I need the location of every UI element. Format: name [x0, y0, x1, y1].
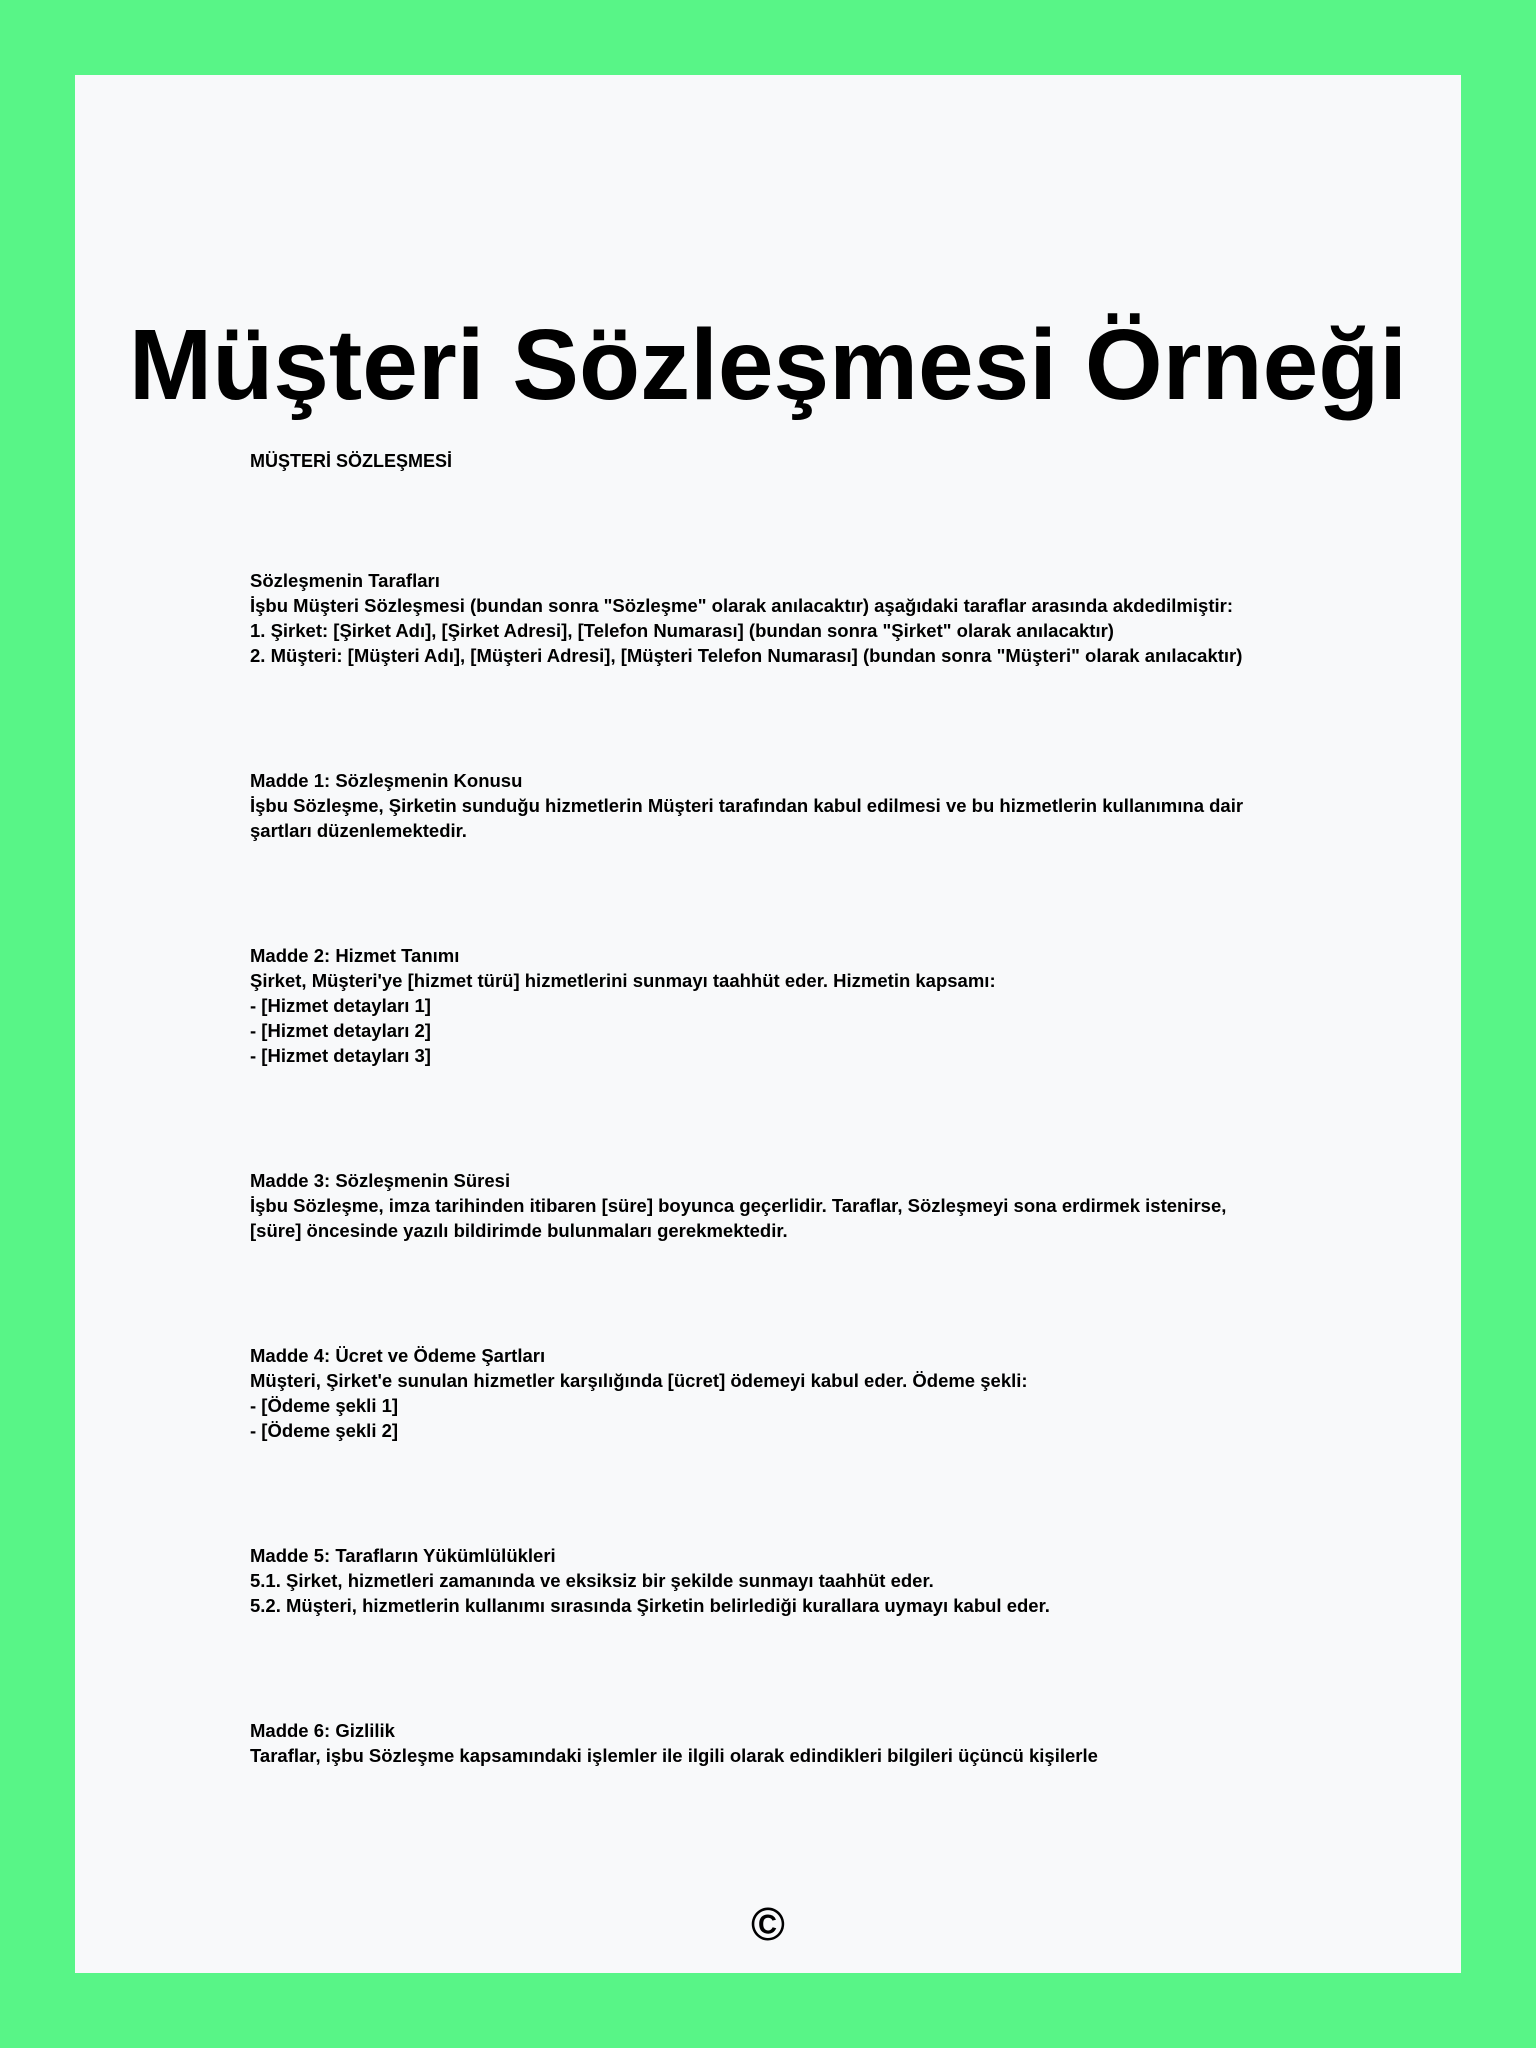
section-line: İşbu Sözleşme, imza tarihinden itibaren [süre] boyunca geçerlidir. Taraflar, Sözleşmeyi sona erdirmek istenirse, [süre] öncesinde yazılı bildirimde bulunmaları gerekmektedir.: [250, 1195, 1227, 1241]
document-body: [250, 449, 1250, 1768]
section-heading: Madde 5: Tarafların Yükümlülükleri: [250, 1545, 556, 1566]
list-item: - [Hizmet detayları 3]: [250, 1045, 431, 1066]
section-heading: Madde 2: Hizmet Tanımı: [250, 945, 460, 966]
section-line: 2. Müşteri: [Müşteri Adı], [Müşteri Adresi], [Müşteri Telefon Numarası] (bundan sonra "Müşteri" olarak anılacaktır): [250, 645, 1243, 666]
document-page: [75, 75, 1461, 1973]
section-heading: Madde 1: Sözleşmenin Konusu: [250, 770, 523, 791]
list-item: - [Ödeme şekli 2]: [250, 1420, 399, 1441]
section-madde-1: [250, 768, 1250, 843]
section-madde-6: [250, 1718, 1250, 1768]
section-line: İşbu Müşteri Sözleşmesi (bundan sonra "Sözleşme" olarak anılacaktır) aşağıdaki taraflar arasında akdedilmiştir:: [250, 595, 1233, 616]
section-line: 1. Şirket: [Şirket Adı], [Şirket Adresi], [Telefon Numarası] (bundan sonra "Şirket" olarak anılacaktır): [250, 620, 1114, 641]
section-line: Müşteri, Şirket'e sunulan hizmetler karşılığında [ücret] ödemeyi kabul eder. Ödeme şekli:: [250, 1370, 1028, 1391]
section-line: Şirket, Müşteri'ye [hizmet türü] hizmetlerini sunmayı taahhüt eder. Hizmetin kapsamı:: [250, 970, 996, 991]
section-line: 5.2. Müşteri, hizmetlerin kullanımı sırasında Şirketin belirlediği kurallara uymayı kabul eder.: [250, 1595, 1050, 1616]
section-madde-3: [250, 1168, 1250, 1243]
section-madde-2: [250, 943, 1250, 1068]
section-line: 5.1. Şirket, hizmetleri zamanında ve eksiksiz bir şekilde sunmayı taahhüt eder.: [250, 1570, 934, 1591]
list-item: - [Ödeme şekli 1]: [250, 1395, 399, 1416]
section-madde-5: [250, 1543, 1250, 1618]
document-title: Müşteri Sözleşmesi Örneği: [128, 309, 1408, 421]
section-heading: Madde 3: Sözleşmenin Süresi: [250, 1170, 511, 1191]
section-heading: Madde 4: Ücret ve Ödeme Şartları: [250, 1345, 546, 1366]
copyright-icon: ©: [751, 1898, 785, 1950]
list-item: - [Hizmet detayları 2]: [250, 1020, 431, 1041]
section-line: Taraflar, işbu Sözleşme kapsamındaki işlemler ile ilgili olarak edindikleri bilgileri üçüncü kişilerle: [250, 1745, 1098, 1766]
section-line: İşbu Sözleşme, Şirketin sunduğu hizmetlerin Müşteri tarafından kabul edilmesi ve bu hizmetlerin kullanımına dair şartları düzenlemektedir.: [250, 795, 1244, 841]
section-heading: Sözleşmenin Tarafları: [250, 570, 440, 591]
list-item: - [Hizmet detayları 1]: [250, 995, 431, 1016]
contract-heading: MÜŞTERİ SÖZLEŞMESİ: [250, 451, 453, 471]
section-parties: [250, 568, 1250, 668]
section-heading: Madde 6: Gizlilik: [250, 1720, 395, 1741]
section-madde-4: [250, 1343, 1250, 1443]
